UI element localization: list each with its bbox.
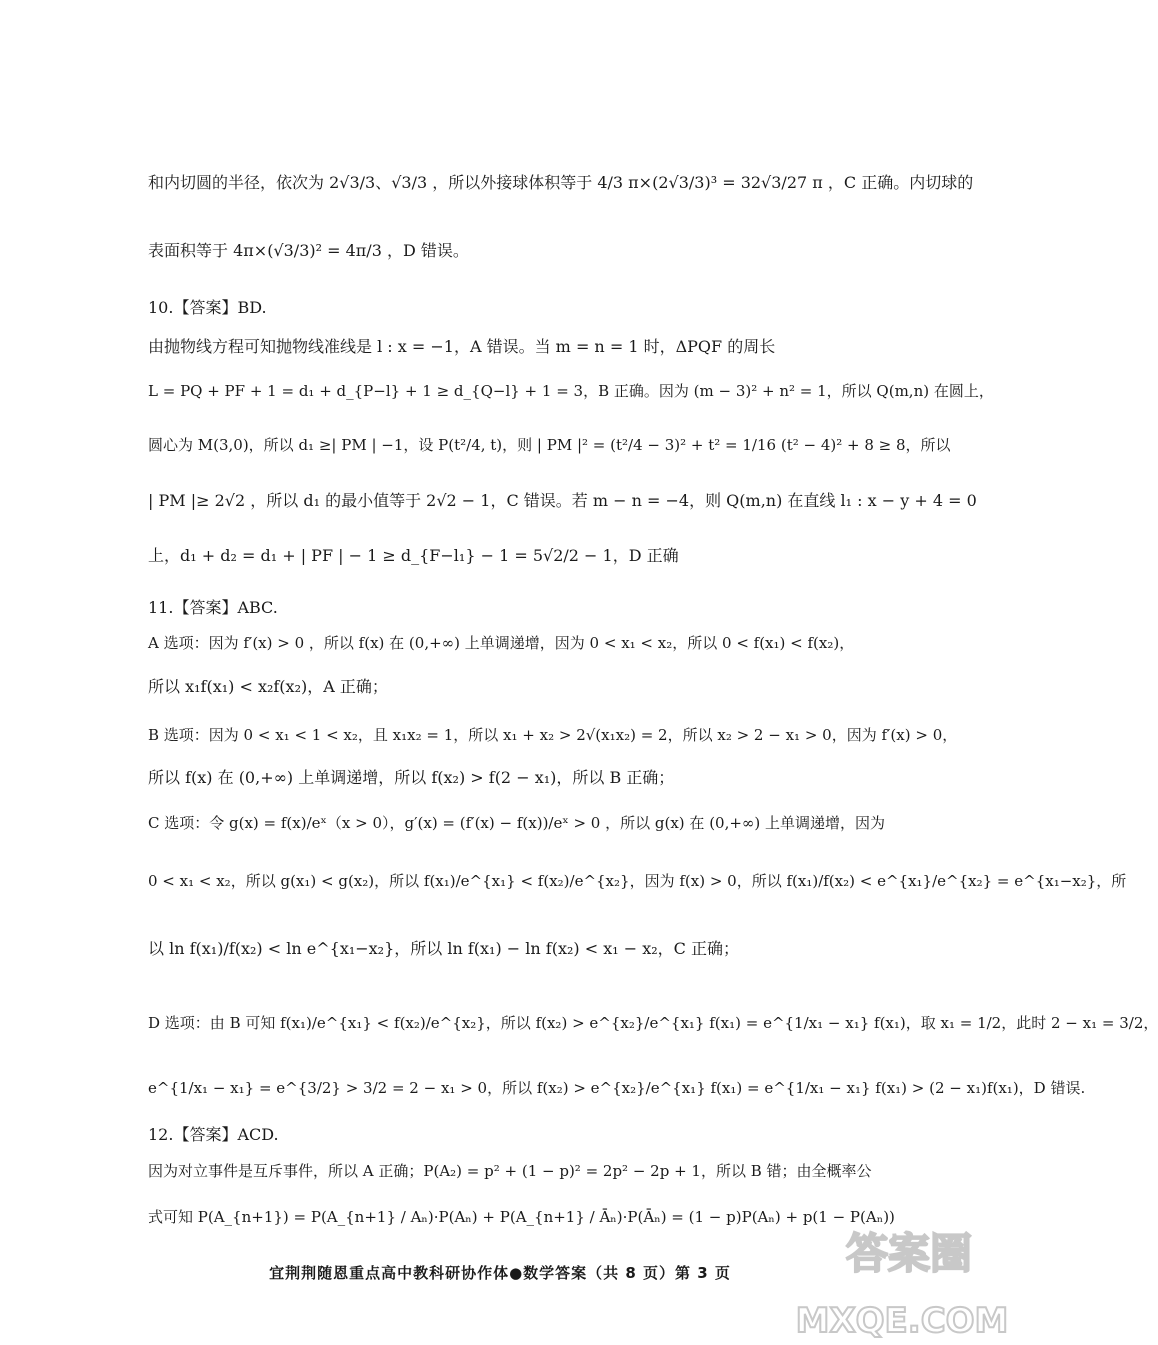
text-line-4: 由抛物线方程可知抛物线准线是 l : x = −1，A 错误。当 m = n = 1 时，ΔPQF 的周长 xyxy=(148,337,776,356)
text-line-1: 和内切圆的半径，依次为 2√3/3、√3/3 ，所以外接球体积等于 4/3 π×(2√3/3)³ = 32√3/27 π ，C 正确。内切球的 xyxy=(148,173,974,192)
answer-heading-12: 12.【答案】ACD. xyxy=(148,1125,279,1144)
text-line-13: 所以 f(x) 在 (0,+∞) 上单调递增，所以 f(x₂) > f(2 − x₁)，所以 B 正确； xyxy=(148,768,675,787)
answer-heading-10: 10.【答案】BD. xyxy=(148,298,267,317)
text-line-18: e^{1/x₁ − x₁} = e^{3/2} > 3/2 = 2 − x₁ > 0，所以 f(x₂) > e^{x₂}/e^{x₁} f(x₁) = e^{1/x₁ − x₁} f(x₁) > (2 − x₁)f(x₁)，D 错误. xyxy=(148,1079,1086,1097)
text-line-6: 圆心为 M(3,0)，所以 d₁ ≥| PM | −1，设 P(t²/4, t)，则 | PM |² = (t²/4 − 3)² + t² = 1/16 (t² − 4)² + 8 ≥ 8，所以 xyxy=(148,436,951,454)
answer-heading-11: 11.【答案】ABC. xyxy=(148,598,278,617)
text-line-2: 表面积等于 4π×(√3/3)² = 4π/3 ，D 错误。 xyxy=(148,241,469,260)
text-line-20: 因为对立事件是互斥事件，所以 A 正确；P(A₂) = p² + (1 − p)² = 2p² − 2p + 1，所以 B 错；由全概率公 xyxy=(148,1162,872,1180)
text-line-10: A 选项：因为 f′(x) > 0 ，所以 f(x) 在 (0,+∞) 上单调递增，因为 0 < x₁ < x₂，所以 0 < f(x₁) < f(x₂)， xyxy=(148,634,855,652)
text-line-5: L = PQ + PF + 1 = d₁ + d_{P−l} + 1 ≥ d_{Q−l} + 1 = 3，B 正确。因为 (m − 3)² + n² = 1，所以 Q(m,n) 在圆上， xyxy=(148,382,994,400)
text-line-16: 以 ln f(x₁)/f(x₂) < ln e^{x₁−x₂}，所以 ln f(x₁) − ln f(x₂) < x₁ − x₂，C 正确； xyxy=(148,939,740,958)
text-line-8: 上，d₁ + d₂ = d₁ + | PF | − 1 ≥ d_{F−l₁} − 1 = 5√2/2 − 1，D 正确 xyxy=(148,546,679,565)
text-line-17: D 选项：由 B 可知 f(x₁)/e^{x₁} < f(x₂)/e^{x₂}，所以 f(x₂) > e^{x₂}/e^{x₁} f(x₁) = e^{1/x₁ − x₁} f(x₁)，取 x₁ = 1/2，此时 2 − x₁ = 3/2， xyxy=(148,1014,1158,1032)
svg-text:MXQE.COM: MXQE.COM xyxy=(795,1301,1009,1341)
svg-text:答案圈: 答案圈 xyxy=(845,1229,973,1278)
text-line-7: | PM |≥ 2√2 ，所以 d₁ 的最小值等于 2√2 − 1，C 错误。若 m − n = −4，则 Q(m,n) 在直线 l₁ : x − y + 4 = 0 xyxy=(148,491,977,510)
text-line-15: 0 < x₁ < x₂，所以 g(x₁) < g(x₂)，所以 f(x₁)/e^{x₁} < f(x₂)/e^{x₂}，因为 f(x) > 0，所以 f(x₁)/f(x₂) < e^{x₁}/e^{x₂} = e^{x₁−x₂}，所 xyxy=(148,872,1127,890)
text-line-11: 所以 x₁f(x₁) < x₂f(x₂)，A 正确； xyxy=(148,677,388,696)
watermark-logo xyxy=(834,1224,984,1282)
watermark-site xyxy=(795,1292,1009,1344)
text-line-21: 式可知 P(A_{n+1}) = P(A_{n+1} / Aₙ)·P(Aₙ) + P(A_{n+1} / Āₙ)·P(Āₙ) = (1 − p)P(Aₙ) + p(1 − P(Aₙ)) xyxy=(148,1208,895,1226)
text-line-14: C 选项：令 g(x) = f(x)/eˣ（x > 0），g′(x) = (f′(x) − f(x))/eˣ > 0 ，所以 g(x) 在 (0,+∞) 上单调递增，因为 xyxy=(148,814,886,832)
page-footer: 宜荆荆随恩重点高中教科研协作体●数学答案（共 8 页）第 3 页 xyxy=(269,1264,731,1282)
text-line-12: B 选项：因为 0 < x₁ < 1 < x₂，且 x₁x₂ = 1，所以 x₁ + x₂ > 2√(x₁x₂) = 2，所以 x₂ > 2 − x₁ > 0，因为 f′(x) > 0， xyxy=(148,726,958,744)
